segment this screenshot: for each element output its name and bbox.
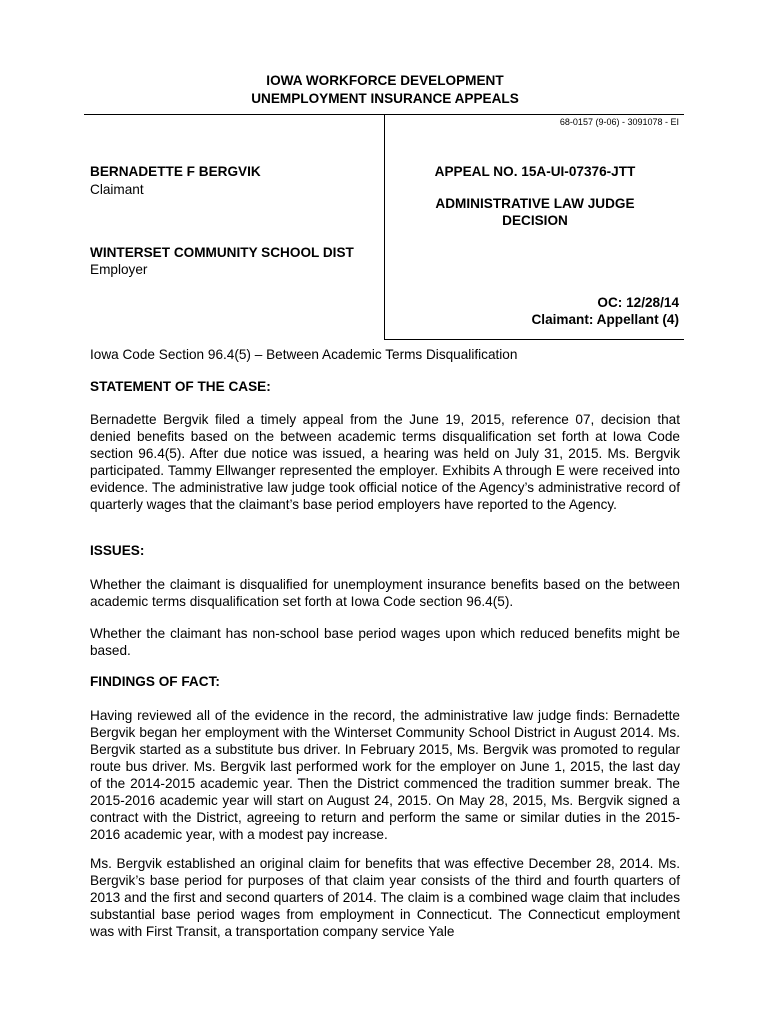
agency-title: IOWA WORKFORCE DEVELOPMENT xyxy=(266,73,504,88)
findings-paragraph-2: Ms. Bergvik established an original claim for benefits that was effective December 28, 2014. Ms. Bergvik’s base period for purposes of that claim year consists of the third and fourth quarters of 2013 and the first and second quarters of 2014. The claim is a combined wage claim that includes substantial base period wages from employment in Connecticut. The Connecticut employment was with First Transit, a transportation company service Yale xyxy=(90,856,680,939)
claimant-name: BERNADETTE F BERGVIK xyxy=(90,164,261,179)
claimant-role: Claimant xyxy=(90,182,144,197)
decision-title-line2: DECISION xyxy=(502,213,568,228)
statement-heading: STATEMENT OF THE CASE: xyxy=(90,379,271,394)
issue-1: Whether the claimant is disqualified for unemployment insurance benefits based on the between academic terms disqualification set forth at Iowa Code section 96.4(5). xyxy=(90,577,680,609)
claimant-status: Claimant: Appellant (4) xyxy=(531,312,679,327)
findings-heading: FINDINGS OF FACT: xyxy=(90,674,220,689)
code-section: Iowa Code Section 96.4(5) – Between Academic Terms Disqualification xyxy=(90,347,518,362)
employer-name: WINTERSET COMMUNITY SCHOOL DIST xyxy=(90,245,354,260)
issues-heading: ISSUES: xyxy=(90,543,145,558)
statement-paragraph: Bernadette Bergvik filed a timely appeal from the June 19, 2015, reference 07, decision that denied benefits based on the between academic terms disqualification set forth at Iowa Code section 96.4(5). After due notice was issued, a hearing was held on July 31, 2015. Ms. Bergvik participated. Tammy Ellwanger represented the employer. Exhibits A through E were received into evidence. The administrative law judge took official notice of the Agency’s administrative record of quarterly wages that the claimant’s base period employers have reported to the Agency. xyxy=(90,412,680,512)
caption-vertical-divider xyxy=(384,114,385,340)
caption-bottom-divider xyxy=(384,339,684,340)
employer-role: Employer xyxy=(90,262,148,277)
division-title: UNEMPLOYMENT INSURANCE APPEALS xyxy=(251,91,519,106)
decision-title-line1: ADMINISTRATIVE LAW JUDGE xyxy=(435,196,635,211)
appeal-number: APPEAL NO. 15A-UI-07376-JTT xyxy=(434,164,636,179)
oc-date: OC: 12/28/14 xyxy=(597,295,679,310)
form-number: 68-0157 (9-06) - 3091078 - EI xyxy=(559,117,679,127)
findings-paragraph-1: Having reviewed all of the evidence in the record, the administrative law judge finds: Bernadette Bergvik began her employment with the Winterset Community School District in August 2014. Ms. Bergvik started as a substitute bus driver. In February 2015, Ms. Bergvik was promoted to regular route bus driver. Ms. Bergvik last performed work for the employer on June 1, 2015, the last day of the 2014-2015 academic year. Then the District commenced the tradition summer break. The 2015-2016 academic year will start on August 24, 2015. On May 28, 2015, Ms. Bergvik signed a contract with the District, agreeing to return and perform the same or similar duties in the 2015-2016 academic year, with a modest pay increase. xyxy=(90,708,680,842)
issue-2: Whether the claimant has non-school base period wages upon which reduced benefits might be based. xyxy=(90,626,680,658)
